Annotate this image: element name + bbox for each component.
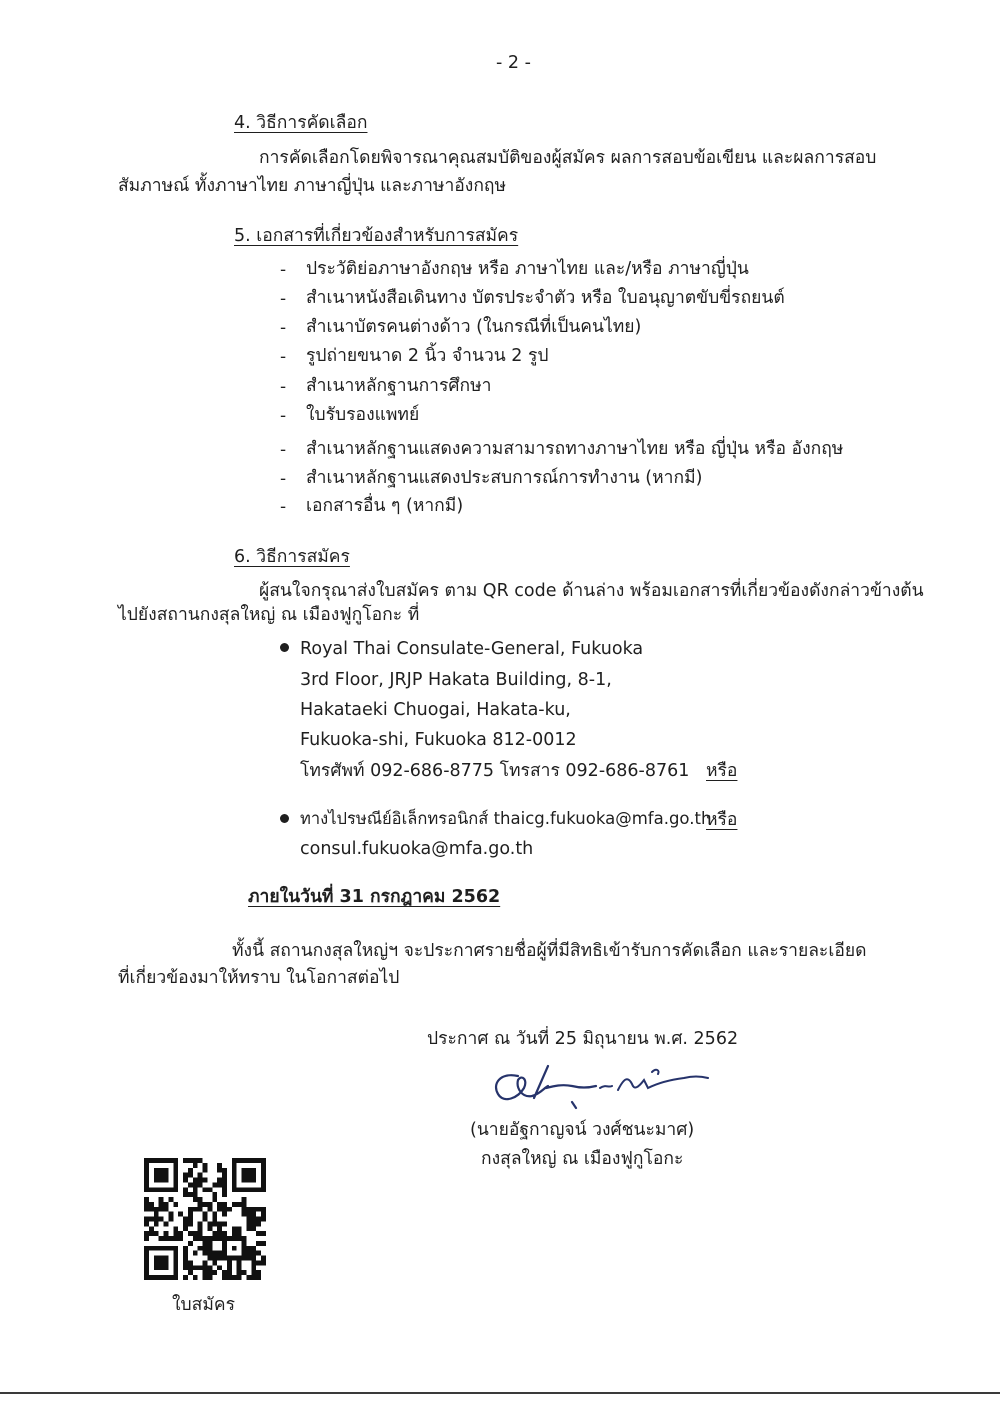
section4-heading-text: 4. วิธีการคัดเลือก xyxy=(234,113,368,133)
list-dash: - xyxy=(280,497,287,517)
list-item: ใบรับรองแพทย์ xyxy=(306,405,420,425)
address-line2: Hakataeki Chuogai, Hakata-ku, xyxy=(300,700,571,720)
list-dash: - xyxy=(280,260,287,280)
or-label: หรือ xyxy=(706,761,738,781)
list-item: สำเนาหลักฐานแสดงความสามารถทางภาษาไทย หรือ ญี่ปุ่น หรือ อังกฤษ xyxy=(306,439,844,459)
bullet-icon xyxy=(280,814,289,823)
list-item: ประวัติย่อภาษาอังกฤษ หรือ ภาษาไทย และ/หรือ ภาษาญี่ปุ่น xyxy=(306,259,749,279)
signature-image xyxy=(488,1058,718,1116)
section5-heading xyxy=(234,225,518,247)
email-line1: ทางไปรษณีย์อิเล็กทรอนิกส์ thaicg.fukuoka@mfa.go.th xyxy=(300,809,712,828)
section6-heading xyxy=(234,546,350,568)
page-number: - 2 - xyxy=(496,53,531,73)
list-dash: - xyxy=(280,440,287,460)
bullet-icon xyxy=(280,643,289,652)
bottom-border-line xyxy=(0,1392,1000,1394)
list-item: สำเนาหลักฐานแสดงประสบการณ์การทำงาน (หากมี) xyxy=(306,468,703,488)
section4-heading xyxy=(234,112,367,134)
section5-heading-text: 5. เอกสารที่เกี่ยวข้องสำหรับการสมัคร xyxy=(234,226,519,246)
section6-heading-text: 6. วิธีการสมัคร xyxy=(234,547,350,567)
section6-para-line2: ไปยังสถานกงสุลใหญ่ ณ เมืองฟูกูโอกะ ที่ xyxy=(118,605,420,625)
closing-line2: ที่เกี่ยวข้องมาให้ทราบ ในโอกาสต่อไป xyxy=(118,968,400,988)
qr-caption: ใบสมัคร xyxy=(172,1295,235,1315)
section4-para-line2: สัมภาษณ์ ทั้งภาษาไทย ภาษาญี่ปุ่น และภาษาอังกฤษ xyxy=(118,176,507,196)
deadline: ภายในวันที่ 31 กรกฎาคม 2562 xyxy=(248,887,501,907)
or-label: หรือ xyxy=(706,810,738,830)
list-item: สำเนาบัตรคนต่างด้าว (ในกรณีที่เป็นคนไทย) xyxy=(306,317,642,337)
qr-code-image[interactable] xyxy=(144,1158,266,1280)
phone-fax: โทรศัพท์ 092-686-8775 โทรสาร 092-686-8761 xyxy=(300,761,690,781)
list-dash: - xyxy=(280,377,287,397)
list-item: สำเนาหลักฐานการศึกษา xyxy=(306,376,492,396)
email-line2: consul.fukuoka@mfa.go.th xyxy=(300,839,534,859)
list-dash: - xyxy=(280,347,287,367)
signatory-title: กงสุลใหญ่ ณ เมืองฟูกูโอกะ xyxy=(481,1149,684,1169)
announcement-date: ประกาศ ณ วันที่ 25 มิถุนายน พ.ศ. 2562 xyxy=(427,1029,739,1049)
list-dash: - xyxy=(280,469,287,489)
list-dash: - xyxy=(280,289,287,309)
list-dash: - xyxy=(280,318,287,338)
signatory-name: (นายอัฐกาญจน์ วงศ์ชนะมาศ) xyxy=(470,1120,695,1140)
address-line3: Fukuoka-shi, Fukuoka 812-0012 xyxy=(300,730,577,750)
list-dash: - xyxy=(280,406,287,426)
list-item: สำเนาหนังสือเดินทาง บัตรประจำตัว หรือ ใบอนุญาตขับขี่รถยนต์ xyxy=(306,288,785,308)
closing-line1: ทั้งนี้ สถานกงสุลใหญ่ฯ จะประกาศรายชื่อผู้ที่มีสิทธิเข้ารับการคัดเลือก และรายละเอียด xyxy=(232,941,867,961)
consulate-name: Royal Thai Consulate-General, Fukuoka xyxy=(300,639,644,659)
list-item: เอกสารอื่น ๆ (หากมี) xyxy=(306,496,464,516)
address-line1: 3rd Floor, JRJP Hakata Building, 8-1, xyxy=(300,670,612,690)
list-item: รูปถ่ายขนาด 2 นิ้ว จำนวน 2 รูป xyxy=(306,346,549,366)
section6-para-line1: ผู้สนใจกรุณาส่งใบสมัคร ตาม QR code ด้านล่าง พร้อมเอกสารที่เกี่ยวข้องดังกล่าวข้างต้น xyxy=(259,581,924,601)
section4-para-line1: การคัดเลือกโดยพิจารณาคุณสมบัติของผู้สมัคร ผลการสอบข้อเขียน และผลการสอบ xyxy=(259,148,877,168)
